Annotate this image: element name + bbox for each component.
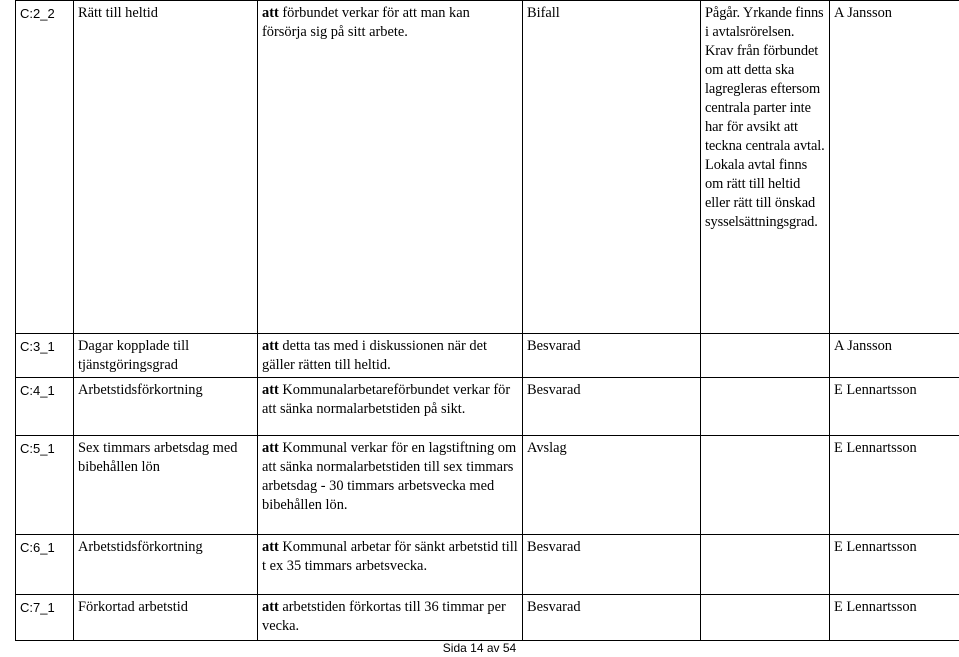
att-keyword: att <box>262 539 279 555</box>
motion-comment: Pågår. Yrkande finns i avtalsrörelsen. Krav från förbundet om att detta ska lagregleras eftersom centrala parter inte har för avsikt att teckna centrala avtal. Lokala avtal finns om rätt till heltid eller rätt till önskad sysselsättningsgrad. <box>701 1 830 334</box>
table-row <box>16 595 959 641</box>
motion-decision: Bifall <box>523 1 701 334</box>
motion-decision: Besvarad <box>523 595 701 641</box>
motion-responsible: E Lennartsson <box>830 535 959 595</box>
motion-proposal <box>258 535 523 595</box>
motion-responsible: A Jansson <box>830 334 959 378</box>
motion-decision: Besvarad <box>523 334 701 378</box>
motion-id: C:2_2 <box>16 1 74 334</box>
motion-id: C:6_1 <box>16 535 74 595</box>
motion-decision: Avslag <box>523 436 701 535</box>
motion-comment <box>701 378 830 436</box>
proposal-text: Kommunal verkar för en lagstiftning om att sänka normalarbetstiden till sex timmars arbetsdag - 30 timmars arbetsvecka med bibehållen lön. <box>262 440 517 513</box>
motion-id: C:7_1 <box>16 595 74 641</box>
motion-comment <box>701 595 830 641</box>
motion-title: Sex timmars arbetsdag med bibehållen lön <box>74 436 258 535</box>
proposal-text: Kommunal arbetar för sänkt arbetstid till t ex 35 timmars arbetsvecka. <box>262 539 518 574</box>
motion-title: Rätt till heltid <box>74 1 258 334</box>
motion-responsible: E Lennartsson <box>830 378 959 436</box>
table-row <box>16 378 959 436</box>
motion-responsible: A Jansson <box>830 1 959 334</box>
proposal-text: arbetstiden förkortas till 36 timmar per vecka. <box>262 599 506 634</box>
motion-proposal <box>258 1 523 334</box>
motion-proposal <box>258 595 523 641</box>
motion-comment <box>701 334 830 378</box>
motion-decision: Besvarad <box>523 378 701 436</box>
motion-decision: Besvarad <box>523 535 701 595</box>
att-keyword: att <box>262 440 279 456</box>
motions-table <box>15 0 959 641</box>
table-row <box>16 334 959 378</box>
motion-proposal <box>258 378 523 436</box>
table-row <box>16 1 959 334</box>
motion-comment <box>701 535 830 595</box>
motion-proposal <box>258 334 523 378</box>
motion-responsible: E Lennartsson <box>830 595 959 641</box>
att-keyword: att <box>262 599 279 615</box>
motion-comment <box>701 436 830 535</box>
att-keyword: att <box>262 5 279 21</box>
motion-title: Arbetstidsförkortning <box>74 535 258 595</box>
table-row <box>16 436 959 535</box>
motion-responsible: E Lennartsson <box>830 436 959 535</box>
motion-title: Arbetstidsförkortning <box>74 378 258 436</box>
motion-proposal <box>258 436 523 535</box>
proposal-text: förbundet verkar för att man kan försörja sig på sitt arbete. <box>262 5 470 40</box>
att-keyword: att <box>262 382 279 398</box>
motion-title: Förkortad arbetstid <box>74 595 258 641</box>
proposal-text: Kommunalarbetareförbundet verkar för att sänka normalarbetstiden på sikt. <box>262 382 511 417</box>
motion-id: C:3_1 <box>16 334 74 378</box>
motion-id: C:4_1 <box>16 378 74 436</box>
proposal-text: detta tas med i diskussionen när det gäller rätten till heltid. <box>262 338 488 373</box>
att-keyword: att <box>262 338 279 354</box>
motion-id: C:5_1 <box>16 436 74 535</box>
page-number: Sida 14 av 54 <box>442 641 517 655</box>
motion-title: Dagar kopplade till tjänstgöringsgrad <box>74 334 258 378</box>
table-row <box>16 535 959 595</box>
